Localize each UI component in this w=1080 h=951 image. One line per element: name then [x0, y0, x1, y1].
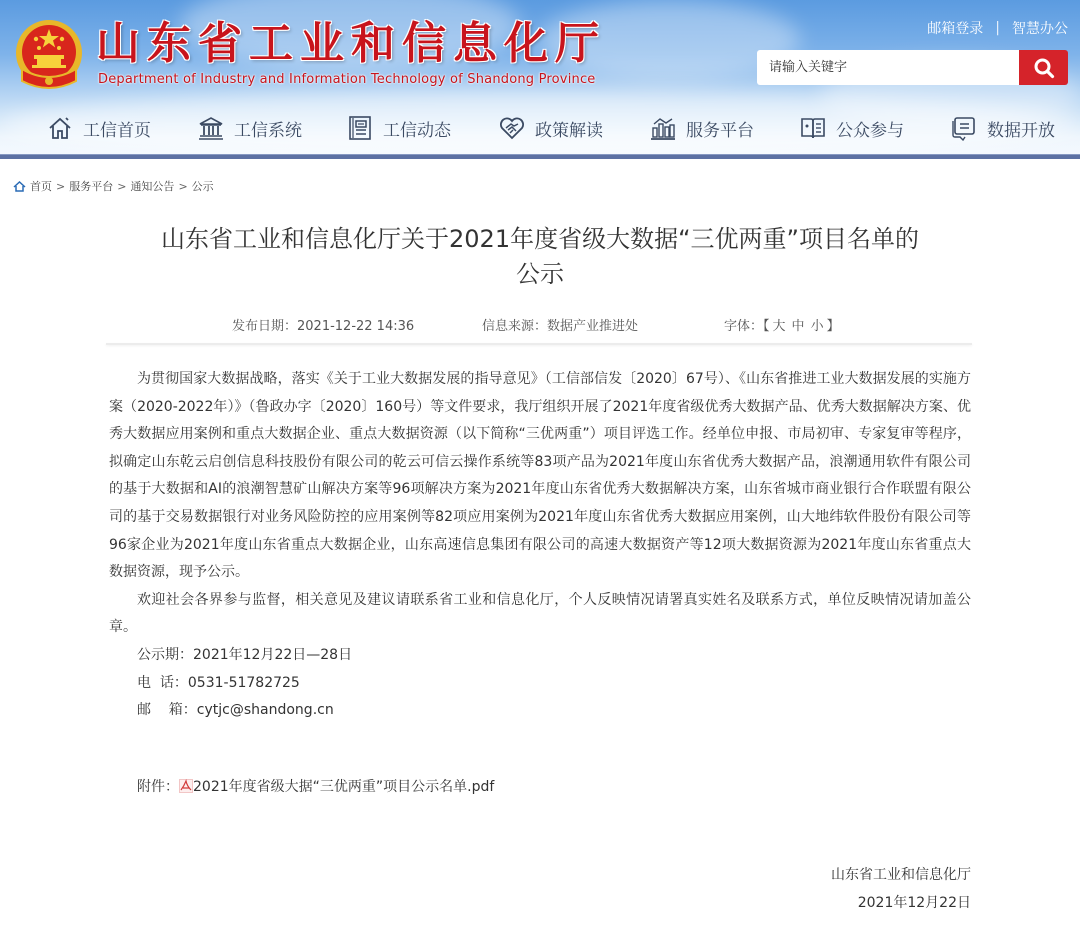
article-title-line: 公示: [516, 260, 564, 288]
breadcrumb-separator: >: [56, 179, 66, 193]
bar-chart-icon: [650, 115, 676, 141]
nav-item-system[interactable]: [198, 108, 302, 148]
nav-label: 工信系统: [234, 120, 302, 141]
national-emblem-icon: [14, 19, 84, 95]
chat-icon: [951, 115, 977, 141]
breadcrumb-home[interactable]: 首页: [30, 180, 52, 193]
nav-item-service[interactable]: [650, 108, 754, 148]
search-input[interactable]: [757, 50, 1019, 85]
signature-org: 山东省工业和信息化厅: [831, 867, 971, 883]
news-icon: [347, 115, 373, 141]
font-small-button[interactable]: 小: [810, 319, 824, 334]
contact-phone: 电 话：0531-51782725: [137, 674, 300, 691]
nav-label: 政策解读: [535, 120, 603, 141]
nav-label: 数据开放: [987, 120, 1055, 141]
article-paragraph: 欢迎社会各界参与监督，相关意见及建议请联系省工业和信息化厅，个人反映情况请署真实姓名及联系方式，单位反映情况请加盖公章。: [109, 591, 971, 636]
handshake-heart-icon: [499, 115, 525, 141]
meta-divider: [106, 343, 972, 345]
info-source: 信息来源：数据产业推进处: [482, 319, 639, 334]
publish-date: 发布日期：2021-12-22 14:36: [232, 319, 415, 334]
nav-label: 工信首页: [83, 120, 151, 141]
breadcrumb-current[interactable]: 公示: [191, 180, 214, 193]
signature: [831, 861, 971, 917]
nav-label: 公众参与: [836, 120, 904, 141]
font-size-bracket: 【: [763, 319, 770, 334]
nav-label: 服务平台: [686, 120, 754, 141]
site-header: [0, 0, 1080, 156]
nav-item-public[interactable]: [800, 108, 904, 148]
main-nav: [0, 108, 1080, 148]
search-icon: [1033, 57, 1055, 79]
institution-icon: [198, 115, 224, 141]
article-title: [100, 222, 980, 292]
top-links: [927, 18, 1068, 38]
top-links-separator: |: [995, 20, 1000, 36]
search-button[interactable]: [1019, 50, 1068, 85]
mail-login-link[interactable]: 邮箱登录: [927, 21, 984, 37]
font-size-label: 字体：: [724, 319, 764, 334]
home-icon: [47, 115, 73, 141]
font-large-button[interactable]: 大: [772, 319, 786, 334]
attachment-link[interactable]: 2021年度省级大据“三优两重”项目公示名单.pdf: [193, 779, 495, 795]
breadcrumb: [13, 178, 214, 194]
nav-item-home[interactable]: [47, 108, 151, 148]
smart-office-link[interactable]: 智慧办公: [1012, 21, 1068, 37]
article-body: [109, 366, 971, 725]
article-meta: [110, 313, 970, 337]
breadcrumb-notices[interactable]: 通知公告: [130, 180, 175, 193]
publicity-period: 公示期：2021年12月22日—28日: [137, 646, 353, 663]
signature-date: 2021年12月22日: [857, 895, 971, 911]
font-size-control: [724, 315, 840, 334]
nav-item-news[interactable]: [347, 108, 451, 148]
article-title-line: 山东省工业和信息化厅关于2021年度省级大数据“三优两重”项目名单的: [161, 225, 919, 253]
attachment: [137, 776, 494, 796]
font-medium-button[interactable]: 中: [791, 319, 805, 334]
article-paragraph: 为贯彻国家大数据战略，落实《关于工业大数据发展的指导意见》（工信部信发〔2020〕67号）、《山东省推进工业大数据发展的实施方案（2020-2022年）》（鲁政办字〔2020〕160号）等文件要求，我厅组织开展了2021年度省级优秀大数据产品、优秀大数据解决方案、优秀大数据应用案例和重点大数据企业、重点大数据资源（以下简称“三优两重”）项目评选工作。经单位申报、市局初审、专家复审等程序，拟确定山东乾云启创信息科技股份有限公司的乾云可信云操作系统等83项产品为2021年度山东省优秀大数据产品，浪潮通用软件有限公司的基于大数据和AI的浪潮智慧矿山解决方案等96项解决方案为2021年度山东省优秀大数据解决方案，山东省城市商业银行合作联盟有限公司的基于交易数据银行对业务风险防控的应用案例等82项应用案例为2021年度山东省优秀大数据应用案例，山大地纬软件股份有限公司等96家企业为2021年度山东省重点大数据企业，山东高速信息集团有限公司的高速大数据资产等12项大数据资源为2021年度山东省重点大数据资源，现予公示。: [109, 371, 971, 581]
nav-item-policy[interactable]: [499, 108, 603, 148]
breadcrumb-separator: >: [117, 179, 127, 193]
open-book-icon: [800, 115, 826, 141]
nav-label: 工信动态: [383, 120, 451, 141]
contact-email: 邮 箱：cytjc@shandong.cn: [137, 702, 334, 719]
breadcrumb-separator: >: [178, 179, 188, 193]
font-size-bracket: 】: [826, 319, 840, 334]
nav-divider-bar: [0, 154, 1080, 159]
attachment-label: 附件：: [137, 779, 179, 795]
home-icon: [13, 181, 26, 192]
nav-item-open-data[interactable]: [951, 108, 1055, 148]
breadcrumb-service-platform[interactable]: 服务平台: [69, 180, 114, 193]
site-subtitle: Department of Industry and Information Technology of Shandong Province: [98, 72, 596, 87]
site-title: 山东省工业和信息化厅: [96, 18, 606, 69]
pdf-icon: [179, 779, 193, 793]
